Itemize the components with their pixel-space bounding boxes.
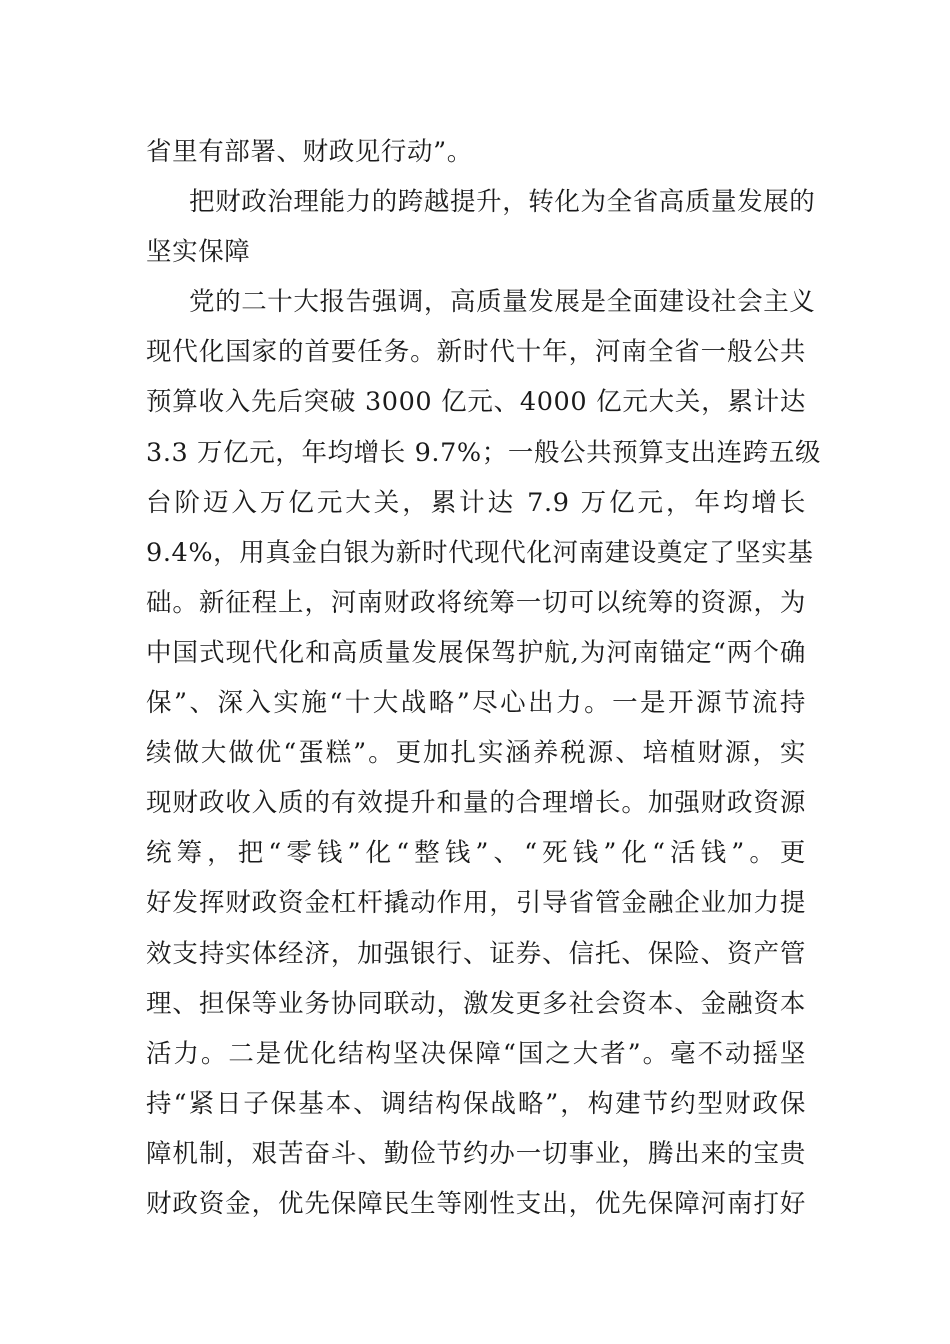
text-line: 理、担保等业务协同联动，激发更多社会资本、金融资本 bbox=[146, 988, 806, 1019]
text-line: 中国式现代化和高质量发展保驾护航,为河南锚定“两个确 bbox=[146, 637, 806, 668]
body-text bbox=[146, 127, 822, 1229]
text-line: 坚实保障 bbox=[146, 237, 251, 268]
text-line: 省里有部署、财政见行动”。 bbox=[146, 137, 473, 167]
text-line: 统筹，把“零钱”化“整钱”、“死钱”化“活钱”。更 bbox=[146, 838, 806, 869]
text-line: 财政资金，优先保障民生等刚性支出，优先保障河南打好 bbox=[146, 1188, 806, 1219]
text-line: 现代化国家的首要任务。新时代十年，河南全省一般公共 bbox=[146, 337, 806, 368]
text-line: 保”、深入实施“十大战略”尽心出力。一是开源节流持 bbox=[146, 688, 806, 719]
text-line: 预算收入先后突破 3000 亿元、4000 亿元大关，累计达 bbox=[146, 387, 806, 418]
text-line: 持“紧日子保基本、调结构保战略”，构建节约型财政保 bbox=[146, 1088, 806, 1119]
text-line: 3.3 万亿元，年均增长 9.7%；一般公共预算支出连跨五级 bbox=[146, 437, 822, 468]
text-line: 续做大做优“蛋糕”。更加扎实涵养税源、培植财源，实 bbox=[146, 738, 806, 769]
text-line: 现财政收入质的有效提升和量的合理增长。加强财政资源 bbox=[146, 788, 806, 819]
text-line: 效支持实体经济，加强银行、证券、信托、保险、资产管 bbox=[146, 938, 806, 969]
text-line: 础。新征程上，河南财政将统筹一切可以统筹的资源，为 bbox=[146, 587, 806, 618]
text-line: 障机制，艰苦奋斗、勤俭节约办一切事业，腾出来的宝贵 bbox=[146, 1138, 806, 1169]
text-line: 活力。二是优化结构坚决保障“国之大者”。毫不动摇坚 bbox=[146, 1038, 806, 1069]
text-line: 9.4%，用真金白银为新时代现代化河南建设奠定了坚实基 bbox=[146, 537, 814, 568]
text-line: 把财政治理能力的跨越提升，转化为全省高质量发展的 bbox=[189, 187, 816, 218]
text-line: 党的二十大报告强调，高质量发展是全面建设社会主义 bbox=[189, 287, 816, 318]
text-line: 台阶迈入万亿元大关，累计达 7.9 万亿元，年均增长 bbox=[146, 487, 806, 518]
text-line: 好发挥财政资金杠杆撬动作用，引导省管金融企业加力提 bbox=[146, 888, 806, 919]
